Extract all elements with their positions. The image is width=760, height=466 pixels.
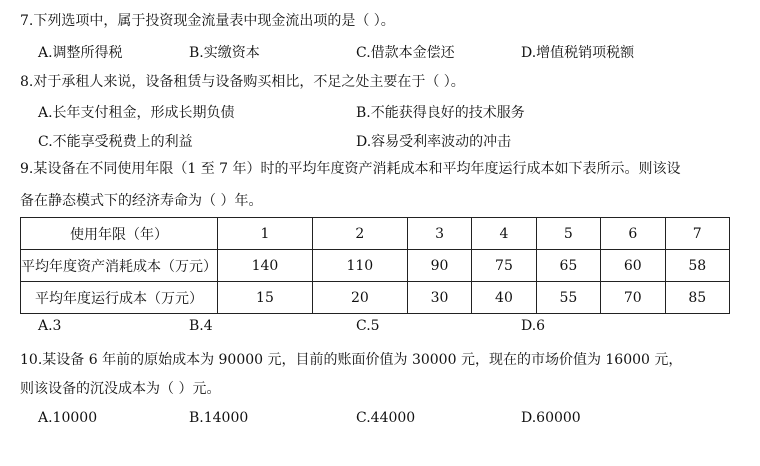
q8-option-d: D.容易受利率波动的冲击 [356,134,512,150]
q9-option-b: B.4 [189,318,213,334]
q9-option-d: D.6 [521,318,546,334]
question-9-stem-line-1: 9.某设备在不同使用年限（1 至 7 年）时的平均年度资产消耗成本和平均年度运行成本如下表所示。则该设 [20,161,681,177]
q7-option-b: B.实缴资本 [189,45,260,61]
table-cell: 90 [407,250,471,282]
table-header-cell: 6 [601,218,665,250]
table-cell: 85 [665,282,730,314]
table-cell: 65 [536,250,600,282]
cost-table [20,217,730,314]
question-10-stem-line-2: 则该设备的沉没成本为（ ）元。 [20,381,221,397]
q10-option-a: A.10000 [38,410,98,426]
q8-option-b: B.不能获得良好的技术服务 [356,105,525,121]
table-cell: 30 [407,282,471,314]
q8-option-a: A.长年支付租金，形成长期负债 [38,105,235,121]
table-header-cell: 7 [665,218,730,250]
table-cell: 75 [472,250,536,282]
q8-option-c: C.不能享受税费上的利益 [38,134,193,150]
table-cell: 55 [536,282,600,314]
q10-option-c: C.44000 [356,410,416,426]
q7-option-d: D.增值税销项税额 [521,45,635,61]
table-header-cell: 1 [218,218,313,250]
question-8-stem: 8.对于承租人来说，设备租赁与设备购买相比，不足之处主要在于（ ）。 [20,74,465,90]
question-7-stem: 7.下列选项中，属于投资现金流量表中现金流出项的是（ ）。 [20,13,395,29]
table-cell: 平均年度资产消耗成本（万元） [21,250,218,282]
table-cell: 60 [601,250,665,282]
table-header-row [21,218,730,250]
table-header-cell: 3 [407,218,471,250]
q7-option-a: A.调整所得税 [38,45,123,61]
question-10-stem-line-1: 10.某设备 6 年前的原始成本为 90000 元，目前的账面价值为 30000 元，现在的市场价值为 16000 元， [20,352,683,368]
table-header-cell: 4 [472,218,536,250]
table-header-cell: 2 [312,218,407,250]
q9-option-a: A.3 [38,318,62,334]
table-header-cell: 5 [536,218,600,250]
table-cell: 平均年度运行成本（万元） [21,282,218,314]
table-cell: 70 [601,282,665,314]
q10-option-d: D.60000 [521,410,581,426]
table-row [21,282,730,314]
table-cell: 58 [665,250,730,282]
table-row [21,250,730,282]
q7-option-c: C.借款本金偿还 [356,45,455,61]
table-cell: 20 [312,282,407,314]
table-cell: 110 [312,250,407,282]
table-cell: 15 [218,282,313,314]
table-header-cell: 使用年限（年） [21,218,218,250]
question-9-stem-line-2: 备在静态模式下的经济寿命为（ ）年。 [20,193,263,209]
q10-option-b: B.14000 [189,410,249,426]
table-cell: 40 [472,282,536,314]
table-cell: 140 [218,250,313,282]
q9-option-c: C.5 [356,318,380,334]
